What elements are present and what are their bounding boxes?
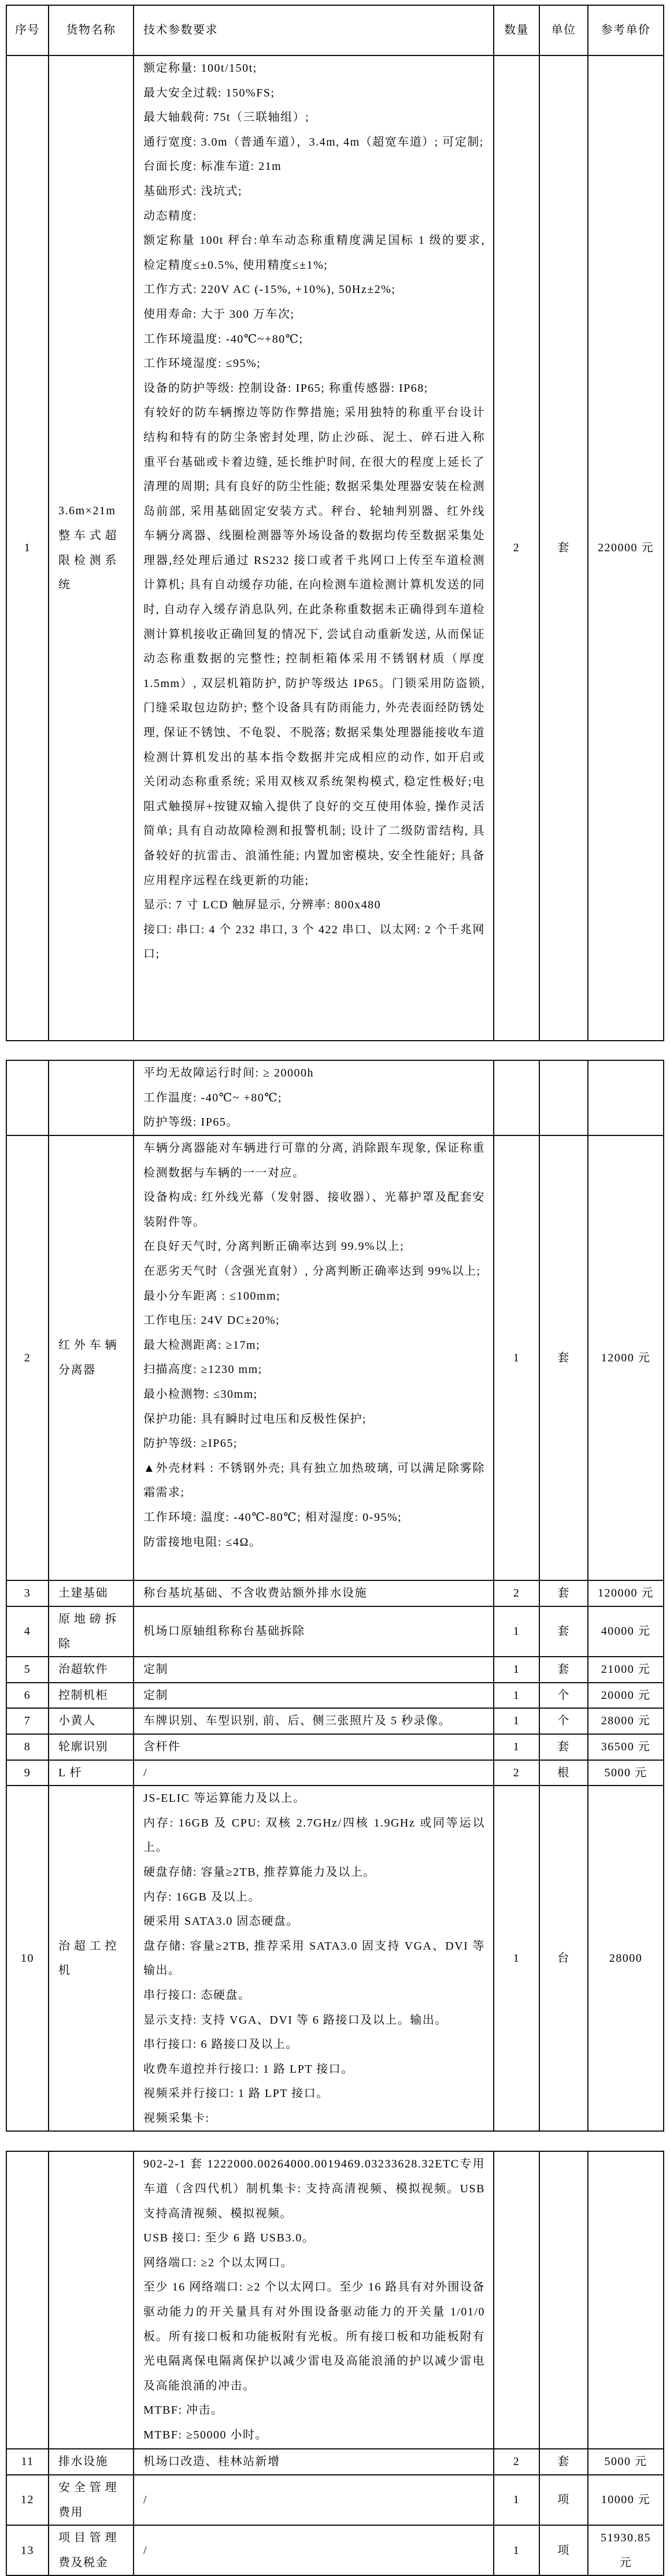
cell-no: 5 — [6, 1657, 49, 1683]
spec-line: 含杆件 — [143, 1740, 181, 1753]
cell-price: 40000 元 — [588, 1606, 664, 1657]
spec-line: 内存: 16GB 及以上。 — [143, 1890, 261, 1903]
cell-unit: 套 — [539, 1734, 588, 1760]
cell-price: 20000 元 — [588, 1683, 664, 1709]
cell-name: 排水设施 — [49, 2449, 134, 2475]
cell-no: 10 — [6, 1786, 49, 2131]
cell-name: 治超工控机 — [49, 1786, 134, 2131]
header-cell-spec: 技术参数要求 — [134, 5, 494, 55]
spec-line: USB 接口: 至少 6 路 USB3.0。 — [143, 2232, 315, 2245]
table-row-8 — [6, 1734, 664, 1760]
cell-price: 12000 元 — [588, 1135, 664, 1580]
spec-line: 工作电压: 24V DC±20%; — [143, 1314, 280, 1327]
spec-line: 最大安全过载: 150%FS; — [143, 86, 275, 99]
header-cell-no: 序号 — [6, 5, 49, 55]
header-cell-price: 参考单价 — [588, 5, 664, 55]
cell-no — [6, 2151, 49, 2449]
cell-spec — [134, 1734, 494, 1760]
spec-line: 工作方式: 220V AC (-15%, +10%), 50Hz±2%; — [143, 283, 396, 296]
spec-line: 使用寿命: 大于 300 万车次; — [143, 307, 295, 321]
header-cell-qty: 数量 — [494, 5, 539, 55]
spec-line: JS-ELIC 等运算能力及以上。 — [143, 1792, 306, 1805]
cell-name: 3.6m×21m整车式超限检测系统 — [49, 55, 134, 1041]
spec-line: 额定称量: 100t/150t; — [143, 62, 257, 75]
spec-line: 串行接口: 6 路接口及以上。 — [143, 2038, 299, 2051]
cell-qty: 1 — [494, 1734, 539, 1760]
spec-line: 最小分车距离 : ≤100mm; — [143, 1289, 281, 1302]
table-row-1-continued — [6, 1060, 664, 1135]
cell-spec — [134, 55, 494, 1041]
cell-spec — [134, 1683, 494, 1709]
cell-no: 13 — [6, 2525, 49, 2575]
spec-line: / — [143, 1766, 148, 1779]
cell-spec — [134, 2475, 494, 2525]
table-row-10 — [6, 1786, 664, 2131]
cell-name: 红外车辆分离器 — [49, 1135, 134, 1580]
cell-spec — [134, 1657, 494, 1683]
cell-unit: 套 — [539, 1657, 588, 1683]
cell-spec — [134, 2449, 494, 2475]
cell-price: 5000 元 — [588, 2449, 664, 2475]
cell-unit: 项 — [539, 2525, 588, 2575]
spec-line: 在良好天气时, 分离判断正确率达到 99.9%以上; — [143, 1240, 405, 1253]
cell-qty: 1 — [494, 2475, 539, 2525]
header-cell-unit: 单位 — [539, 5, 588, 55]
spec-line: 台面长度: 标准车道: 21m — [143, 160, 282, 173]
cell-qty: 1 — [494, 2525, 539, 2575]
cell-no: 8 — [6, 1734, 49, 1760]
spec-line: 定制 — [143, 1688, 168, 1702]
spec-line: 网络端口: ≥2 个以太网口。 — [143, 2256, 294, 2269]
cell-name: L 杆 — [49, 1760, 134, 1786]
spec-line: 防雷接地电阻: ≤4Ω。 — [143, 1535, 262, 1549]
spec-line: / — [143, 2493, 148, 2507]
spec-table-segment-3 — [6, 2151, 664, 2576]
spec-table-segment-2 — [6, 1060, 664, 2132]
cell-qty: 1 — [494, 1786, 539, 2131]
cell-name: 治超软件 — [49, 1657, 134, 1683]
cell-unit — [539, 2151, 588, 2449]
cell-no — [6, 1060, 49, 1135]
spec-line: 内存: 16GB 及 CPU: 双核 2.7GHz/四核 1.9GHz 或同等运以上。 — [143, 1816, 485, 1854]
cell-name: 控制机柜 — [49, 1683, 134, 1709]
cell-qty: 2 — [494, 1760, 539, 1786]
table-row-6 — [6, 1683, 664, 1709]
cell-qty: 2 — [494, 1580, 539, 1606]
spec-line: 平均无故障运行时间: ≥ 20000h — [143, 1067, 314, 1079]
cell-spec — [134, 1760, 494, 1786]
spec-line: 防护等级: IP65。 — [143, 1116, 239, 1129]
spec-line: 最大轴载荷: 75t（三联轴组）; — [143, 111, 310, 124]
spec-table-segment-1 — [6, 5, 664, 1041]
spec-line: 硬采用 SATA3.0 固态硬盘。 — [143, 1915, 299, 1928]
cell-unit — [539, 1060, 588, 1135]
table-row-5 — [6, 1657, 664, 1683]
table-row-1 — [6, 55, 664, 1041]
cell-unit: 项 — [539, 2475, 588, 2525]
cell-spec — [134, 2525, 494, 2575]
cell-no: 3 — [6, 1580, 49, 1606]
cell-name: 小黄人 — [49, 1708, 134, 1734]
cell-no: 11 — [6, 2449, 49, 2475]
cell-price — [588, 1060, 664, 1135]
table-row-11 — [6, 2449, 664, 2475]
cell-spec — [134, 1786, 494, 2131]
cell-unit: 台 — [539, 1786, 588, 2131]
procurement-spec-document — [0, 5, 670, 2576]
cell-no: 4 — [6, 1606, 49, 1657]
cell-spec — [134, 1580, 494, 1606]
cell-price: 28000 — [588, 1786, 664, 2131]
cell-unit: 个 — [539, 1683, 588, 1709]
cell-price: 220000 元 — [588, 55, 664, 1041]
cell-no: 1 — [6, 55, 49, 1041]
spec-line: 显示支持: 支持 VGA、DVI 等 6 路接口及以上。输出。 — [143, 2013, 447, 2026]
cell-qty: 2 — [494, 55, 539, 1041]
cell-unit: 套 — [539, 2449, 588, 2475]
spec-line: 扫描高度: ≥1230 mm; — [143, 1363, 262, 1376]
cell-price: 120000 元 — [588, 1580, 664, 1606]
cell-name — [49, 2151, 134, 2449]
spec-line: / — [143, 2544, 148, 2557]
cell-price: 10000 元 — [588, 2475, 664, 2525]
cell-unit: 根 — [539, 1760, 588, 1786]
spec-line: MTBF: 冲击。 — [143, 2404, 224, 2417]
spec-line: 保护功能: 具有瞬时过电压和反极性保护; — [143, 1412, 367, 1426]
cell-name: 原地磅拆除 — [49, 1606, 134, 1657]
cell-spec — [134, 2151, 494, 2449]
spec-line: 盘存储: 容量≥2TB, 推荐采用 SATA3.0 固支持 VGA、DVI 等输出。 — [143, 1939, 485, 1977]
spec-line: 基础形式: 浅坑式; — [143, 184, 243, 198]
spec-line: 串行接口: 态硬盘。 — [143, 1988, 251, 2002]
cell-spec — [134, 1708, 494, 1734]
spec-line: 工作环境湿度: ≤95%; — [143, 357, 261, 370]
cell-price: 21000 元 — [588, 1657, 664, 1683]
cell-unit: 套 — [539, 1580, 588, 1606]
cell-qty: 1 — [494, 1135, 539, 1580]
spec-line: ▲外壳材料 : 不锈钢外壳; 具有独立加热玻璃, 可以满足除雾除霜需求; — [143, 1461, 485, 1499]
cell-no: 9 — [6, 1760, 49, 1786]
cell-unit: 个 — [539, 1708, 588, 1734]
cell-no: 2 — [6, 1135, 49, 1580]
cell-name: 轮廓识别 — [49, 1734, 134, 1760]
spec-line: 收费车道控并行接口: 1 路 LPT 接口。 — [143, 2062, 354, 2076]
spec-line: 机场口原轴组称称台基础拆除 — [143, 1625, 305, 1638]
cell-no: 7 — [6, 1708, 49, 1734]
cell-qty: 1 — [494, 1708, 539, 1734]
cell-name: 安全管理费用 — [49, 2475, 134, 2525]
table-row-12 — [6, 2475, 664, 2525]
table-row-2 — [6, 1135, 664, 1580]
cell-unit: 套 — [539, 1606, 588, 1657]
cell-price: 36500 元 — [588, 1734, 664, 1760]
cell-spec — [134, 1606, 494, 1657]
spec-line: 接口: 串口: 4 个 232 串口, 3 个 422 串口、以太网: 2 个千兆网口; — [143, 923, 485, 961]
cell-price: 5000 元 — [588, 1760, 664, 1786]
spec-line: 工作温度: -40℃~ +80℃; — [143, 1091, 283, 1104]
spec-line: 在恶劣天气时（含强光直射）, 分离判断正确率达到 99%以上; — [143, 1264, 481, 1278]
table-row-13 — [6, 2525, 664, 2575]
cell-price — [588, 2151, 664, 2449]
cell-price: 51930.85 元 — [588, 2525, 664, 2575]
cell-name: 土建基础 — [49, 1580, 134, 1606]
cell-qty — [494, 1060, 539, 1135]
cell-qty: 1 — [494, 1657, 539, 1683]
spec-line: 定制 — [143, 1663, 168, 1676]
cell-unit: 套 — [539, 1135, 588, 1580]
spec-line: 额定称量 100t 秤台:单车动态称重精度满足国标 1 级的要求, 检定精度≤±0.5%, 使用精度≤±1%; — [143, 234, 485, 272]
spec-line: 视频采并行接口: 1 路 LPT 接口。 — [143, 2087, 329, 2100]
table-row-7 — [6, 1708, 664, 1734]
spec-line: 防护等级: ≥IP65; — [143, 1437, 238, 1450]
spec-line: 工作环境: 温度: -40℃-80℃; 相对湿度: 0-95%; — [143, 1510, 402, 1524]
cell-price: 28000 元 — [588, 1708, 664, 1734]
spec-line: 动态精度: — [143, 209, 198, 222]
cell-spec — [134, 1135, 494, 1580]
cell-qty: 2 — [494, 2449, 539, 2475]
spec-line: 工作环境温度: -40℃~+80℃; — [143, 332, 303, 346]
spec-line: 称台基坑基础、不含收费站额外排水设施 — [143, 1587, 367, 1600]
spec-line: 硬盘存储: 容量≥2TB, 推荐算能力及以上。 — [143, 1865, 376, 1879]
cell-qty: 1 — [494, 1606, 539, 1657]
spec-line: 至少 16 网络端口: ≥2 个以太网口。至少 16 路具有对外围设备驱动能力的开关量具有对外围设备驱动能力的开关量 1/01/0 板。所有接口板和功能板附有光板。所有接口板和功能板附有光电隔离保电隔离保护以减少雷电及高能浪涌的护以减少雷电及高能浪涌的冲击。 — [143, 2281, 485, 2392]
spec-line: MTBF: ≥50000 小时。 — [143, 2429, 268, 2441]
spec-line: 有较好的防车辆擦边等防作弊措施; 采用独特的称重平台设计结构和特有的防尘条密封处理, 防止沙砾、泥土、碎石进入称重平台基础或卡着边缝, 延长维护时间, 在很大的程度上延长了清理的周期; 具有良好的防尘性能; 数据采集处理器安装在检测岛前部, 采用基础固定安装方式。秤台、轮轴判别器、红外线车辆分离器、线圈检测器等外场设备的数据均传至数据采集处理器,经处理后通过 RS232 接口或者千兆网口上传至车道检测计算机; 具有自动缓存功能, 在向检测车道检测计算机发送的同时, 自动存入缓存消息队列, 在此条称重数据未正确得到车道检测计算机接收正确回复的情况下, 尝试自动重新发送, 从而保证动态称重数据的完整性; 控制柜箱体采用不锈钢材质（厚度 1.5mm）, 双层机箱防护, 防护等级达 IP65。门锁采用防盗锁, 门缝采取包边防护; 整个设备具有防雨能力, 外壳表面经防锈处理, 保证不锈蚀、不龟裂、不脱落; 数据采集处理器能接收车道检测计算机发出的基本指令数据并完成相应的动作, 如开启或关闭动态称重系统; 采用双核双系统架构模式, 稳定性极好;电阻式触摸屏+按键双输入提供了良好的交互使用体验, 操作灵活简单; 具有自动故障检测和报警机制; 设计了二级防雷结构, 具备较好的抗雷击、浪涌性能; 内置加密模块, 安全性能好; 具备应用程序远程在线更新的功能; — [143, 406, 485, 887]
cell-name: 项目管理费及税金 — [49, 2525, 134, 2575]
spec-line: 902-2-1 套 1222000.00264000.0019469.03233628.32ETC专用车道（含四代机）制机集卡: 支持高清视频、模拟视频。USB 支持高清视频、模拟视频。 — [143, 2158, 485, 2220]
spec-line: 车牌识别、车型识别, 前、后、侧三张照片及 5 秒录像。 — [143, 1714, 451, 1728]
spec-line: 机场口改造、桂林站新增 — [143, 2455, 280, 2469]
cell-name — [49, 1060, 134, 1135]
spec-line: 显示: 7 寸 LCD 触屏显示, 分辨率: 800x480 — [143, 899, 382, 912]
spec-line: 设备的防护等级: 控制设备: IP65; 称重传感器: IP68; — [143, 381, 428, 395]
spec-line: 通行宽度: 3.0m（普通车道），3.4m, 4m（超宽车道）; 可定制; — [143, 135, 484, 149]
spec-line: 设备构成: 红外线光幕（发射器、接收器）、光幕护罩及配套安装附件等。 — [143, 1191, 485, 1228]
spec-line: 最小检测物: ≤30mm; — [143, 1387, 258, 1401]
spec-line: 最大检测距离: ≥17m; — [143, 1338, 261, 1352]
table-row-3 — [6, 1580, 664, 1606]
spec-line: 视频采集卡: — [143, 2111, 210, 2125]
cell-no: 6 — [6, 1683, 49, 1709]
table-row-9 — [6, 1760, 664, 1786]
table-row-4 — [6, 1606, 664, 1657]
cell-no: 12 — [6, 2475, 49, 2525]
cell-spec — [134, 1060, 494, 1135]
header-row — [6, 5, 664, 55]
header-cell-name: 货物名称 — [49, 5, 134, 55]
cell-qty: 1 — [494, 1683, 539, 1709]
spec-line: 车辆分离器能对车辆进行可靠的分离, 消除跟车现象, 保证称重检测数据与车辆的一一对应。 — [143, 1142, 485, 1179]
cell-qty — [494, 2151, 539, 2449]
table-row-10-continued — [6, 2151, 664, 2449]
cell-unit: 套 — [539, 55, 588, 1041]
